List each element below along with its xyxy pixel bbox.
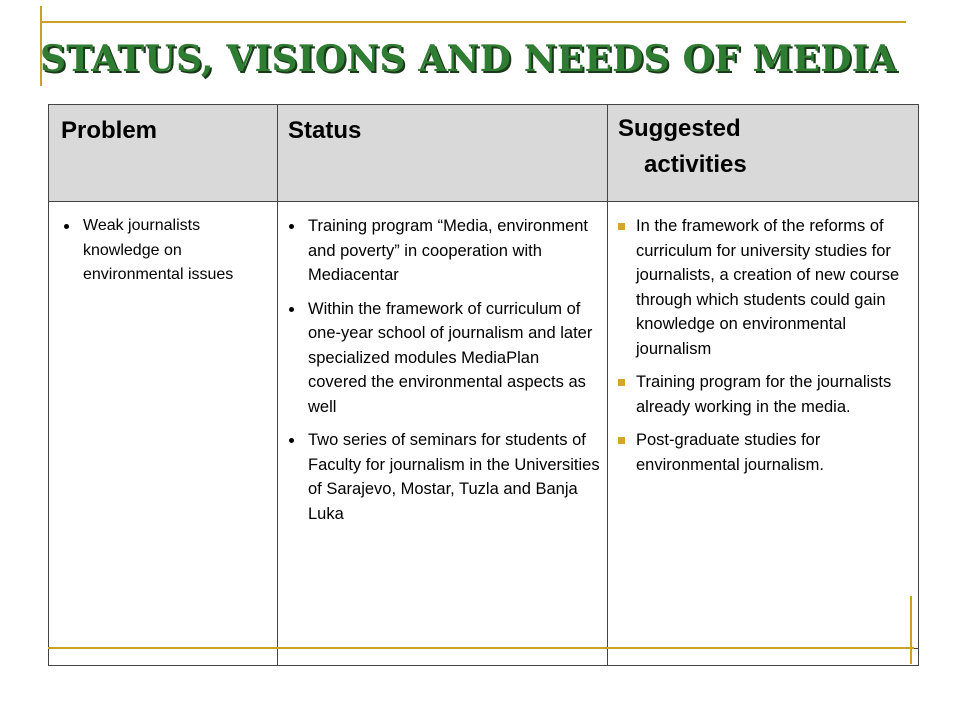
media-table xyxy=(48,104,919,666)
suggested-item-text: In the framework of the reforms of curriculum for university studies for journalists, a creation of new course through which students could gain knowledge on environmental journalism xyxy=(636,217,900,358)
status-item-text: Two series of seminars for students of Faculty for journalism in the Universities of Sarajevo, Mostar, Tuzla and Banja Luka xyxy=(308,431,600,523)
suggested-item-text: Post-graduate studies for environmental journalism. xyxy=(636,431,825,474)
content-row xyxy=(49,202,919,649)
bullet-dot-icon xyxy=(289,307,294,312)
bullet-square-icon xyxy=(618,437,625,444)
bottom-gold-rule xyxy=(48,647,914,649)
header-suggested-label xyxy=(608,111,918,183)
header-suggested-line1: Suggested xyxy=(618,115,741,142)
status-item-text: Training program “Media, environment and poverty” in cooperation with Mediacentar xyxy=(308,217,589,284)
list-item xyxy=(636,370,912,419)
empty-cell xyxy=(49,649,278,666)
empty-row xyxy=(49,649,919,666)
status-list xyxy=(278,202,607,526)
bullet-square-icon xyxy=(618,223,625,230)
problem-item-text: Weak journalists knowledge on environmental issues xyxy=(83,217,234,283)
header-problem-label: Problem xyxy=(61,117,158,144)
suggested-list xyxy=(608,202,918,477)
list-item xyxy=(308,297,601,420)
header-suggested-line2: activities xyxy=(644,151,747,178)
bullet-dot-icon xyxy=(289,224,294,229)
problem-list xyxy=(49,202,277,288)
suggested-item-text: Training program for the journalists already working in the media. xyxy=(636,373,892,416)
status-cell xyxy=(278,202,608,649)
list-item xyxy=(83,214,271,288)
bullet-dot-icon xyxy=(289,438,294,443)
empty-cell xyxy=(278,649,608,666)
bullet-dot-icon xyxy=(64,224,69,229)
list-item xyxy=(636,214,912,361)
right-gold-rule xyxy=(910,596,912,664)
header-suggested-activities xyxy=(608,105,919,202)
list-item xyxy=(636,428,912,477)
empty-cell xyxy=(608,649,919,666)
problem-cell xyxy=(49,202,278,649)
header-row xyxy=(49,105,919,202)
header-status-label: Status xyxy=(288,117,362,144)
list-item xyxy=(308,428,601,526)
list-item xyxy=(308,214,601,288)
status-item-text: Within the framework of curriculum of one-year school of journalism and later specialized modules MediaPlan covered the environmental aspects as well xyxy=(308,299,593,416)
top-gold-rule xyxy=(40,21,906,23)
suggested-cell xyxy=(608,202,919,649)
page-title: STATUS, VISIONS AND NEEDS OF MEDIA xyxy=(40,38,897,80)
header-status xyxy=(278,105,608,202)
header-problem xyxy=(49,105,278,202)
bullet-square-icon xyxy=(618,379,625,386)
